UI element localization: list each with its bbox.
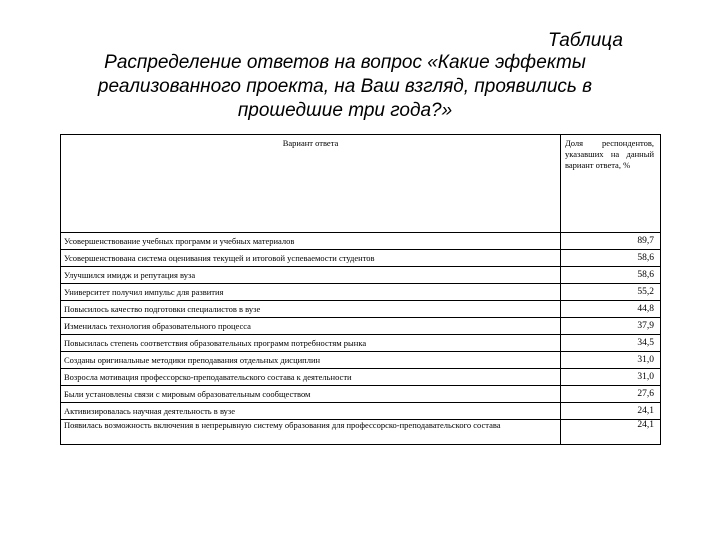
table-row (61, 403, 661, 420)
share-cell: 37,9 (561, 318, 661, 335)
table-row (61, 386, 661, 403)
share-cell: 31,0 (561, 369, 661, 386)
table-title-line-2: реализованного проекта, на Ваш взгляд, проявились в (97, 76, 593, 97)
share-cell: 58,6 (561, 267, 661, 284)
table-row (61, 352, 661, 369)
answer-cell: Усовершенствование учебных программ и учебных материалов (61, 233, 561, 250)
share-cell: 24,1 (561, 420, 661, 445)
answer-cell: Появилась возможность включения в непрерывную систему образования для профессорско-преподавательского состава (61, 420, 561, 445)
table-label: Таблица (548, 30, 623, 51)
survey-results-table (60, 134, 661, 445)
table-row (61, 369, 661, 386)
answer-cell: Изменилась технология образовательного процесса (61, 318, 561, 335)
share-cell: 44,8 (561, 301, 661, 318)
answer-cell: Университет получил импульс для развития (61, 284, 561, 301)
answer-cell: Активизировалась научная деятельность в вузе (61, 403, 561, 420)
answer-cell: Созданы оригинальные методики преподавания отдельных дисциплин (61, 352, 561, 369)
table-title-line-3: прошедшие три года?» (237, 100, 453, 121)
table-row (61, 335, 661, 352)
table-row (61, 284, 661, 301)
answer-cell: Повысилось качество подготовки специалистов в вузе (61, 301, 561, 318)
table-row (61, 267, 661, 284)
table-row (61, 233, 661, 250)
answer-cell: Повысилась степень соответствия образовательных программ потребностям рынка (61, 335, 561, 352)
table-header-row (61, 135, 661, 233)
share-cell: 27,6 (561, 386, 661, 403)
table-title-line-1: Распределение ответов на вопрос «Какие эффекты (104, 52, 586, 73)
header-answer-option: Вариант ответа (61, 135, 561, 233)
answer-cell: Возросла мотивация профессорско-преподавательского состава к деятельности (61, 369, 561, 386)
answer-cell: Усовершенствована система оценивания текущей и итоговой успеваемости студентов (61, 250, 561, 267)
share-cell: 24,1 (561, 403, 661, 420)
share-cell: 58,6 (561, 250, 661, 267)
answer-cell: Были установлены связи с мировым образовательным сообществом (61, 386, 561, 403)
share-cell: 34,5 (561, 335, 661, 352)
header-respondent-share: Доля респондентов, указавших на данный вариант ответа, % (561, 135, 661, 233)
table-row (61, 250, 661, 267)
table-caption (0, 0, 720, 130)
share-cell: 55,2 (561, 284, 661, 301)
share-cell: 31,0 (561, 352, 661, 369)
table-row (61, 301, 661, 318)
table-row (61, 318, 661, 335)
share-cell: 89,7 (561, 233, 661, 250)
table-row (61, 420, 661, 445)
answer-cell: Улучшился имидж и репутация вуза (61, 267, 561, 284)
